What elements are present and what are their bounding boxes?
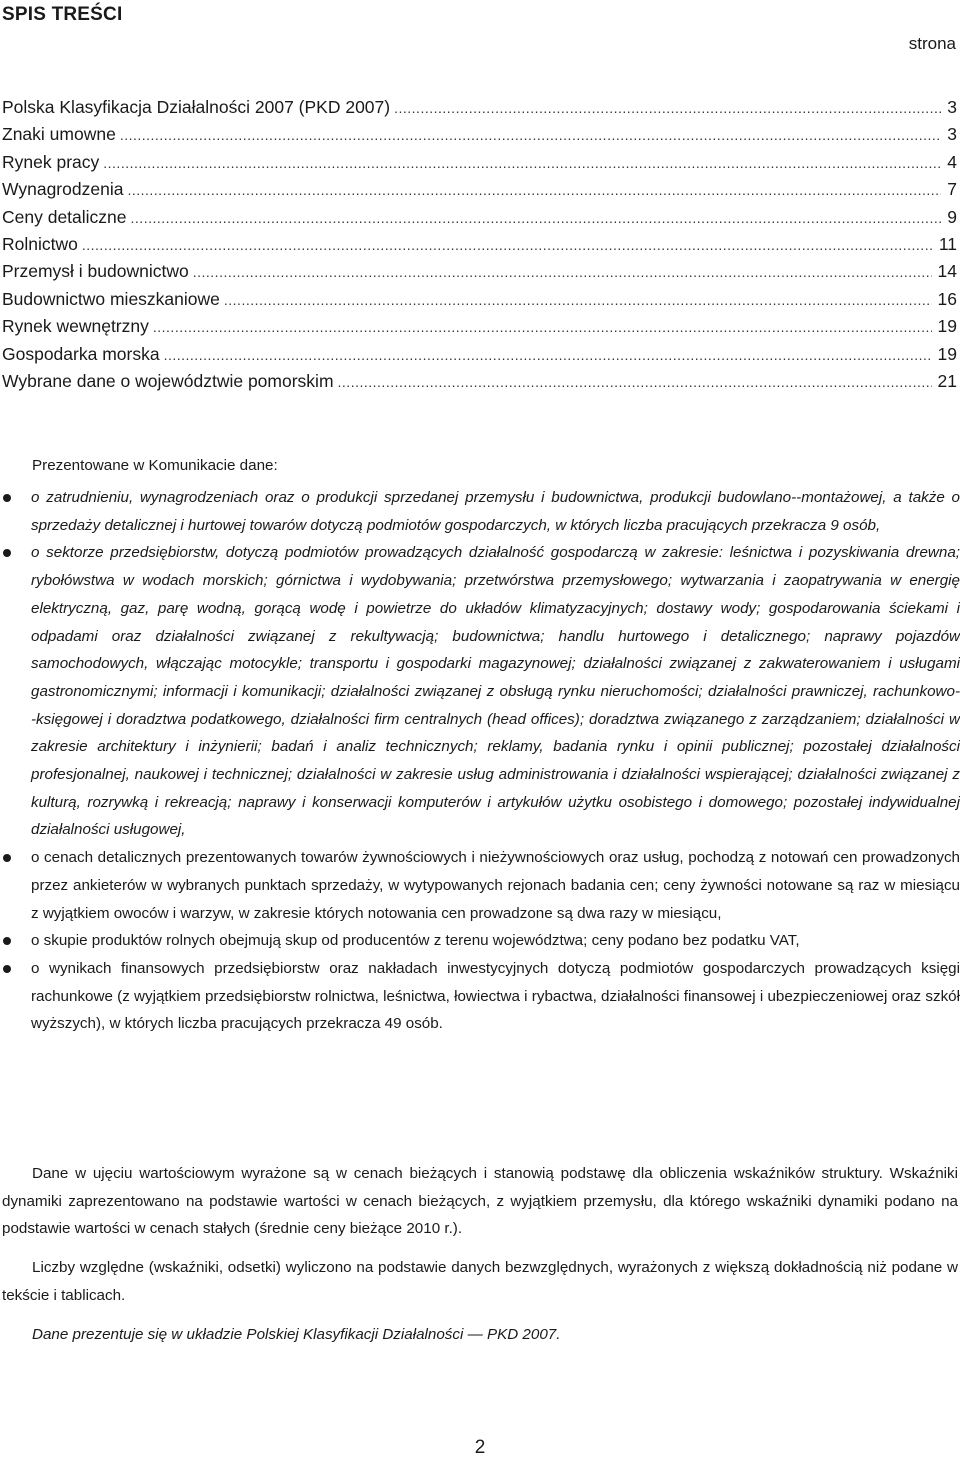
paragraph-relative-numbers-note: Liczby względne (wskaźniki, odsetki) wyliczono na podstawie danych bezwzględnych, wyrażonych z większą dokładnością niż podane w tekście i tablicach. <box>2 1259 958 1304</box>
data-scope-list <box>2 484 960 1038</box>
bullet-icon <box>3 854 11 862</box>
toc-entry-label: Budownictwo mieszkaniowe <box>2 288 220 309</box>
toc-entry-page: 3 <box>947 124 957 145</box>
toc-entry-label: Wybrane dane o województwie pomorskim <box>2 370 334 391</box>
toc-leader-dots <box>120 127 941 143</box>
toc-entry-label: Rynek pracy <box>2 151 100 172</box>
toc-entry-page: 7 <box>947 179 957 200</box>
toc-entry[interactable] <box>2 97 957 124</box>
toc-leader-dots <box>82 237 933 253</box>
toc-entry[interactable] <box>2 289 957 316</box>
toc-leader-dots <box>164 347 932 363</box>
paragraph-values-note: Dane w ujęciu wartościowym wyrażone są w cenach bieżących i stanowią podstawę dla obliczenia wskaźników struktury. Wskaźniki dynamiki zaprezentowano na podstawie wartości w cenach bieżących, z wyjątkiem przemysłu, dla którego wskaźniki dynamiki podano na podstawie wartości w cenach stałych (średnie ceny bieżące 2010 r.). <box>2 1165 958 1238</box>
toc-entry-label: Gospodarka morska <box>2 343 160 364</box>
bullet-icon <box>3 937 11 945</box>
toc-entry-page: 16 <box>937 288 957 309</box>
bullet-icon <box>3 549 11 557</box>
list-item-text: o skupie produktów rolnych obejmują skup od producentów z terenu województwa; ceny podano bez podatku VAT, <box>31 932 800 950</box>
list-item-text: o sektorze przedsiębiorstw, dotyczą podmiotów prowadzących działalność gospodarczą w zakresie: leśnictwa i pozyskiwania drewna; rybołówstwa w wodach morskich; górnictwa i wydobywania; przetwórstwa przemysłowego; wytwarzania i zaopatrywania w energię elektryczną, gaz, parę wodną, gorącą wodę i powietrze do układów klimatyzacyjnych; dostawy wody; gospodarowania ściekami i odpadami oraz działalności związanej z rekultywacją; budownictwa; handlu hurtowego i detalicznego; naprawy pojazdów samochodowych, włączając motocykle; transportu i gospodarki magazynowej; działalności związanej z zakwaterowaniem i usługami gastronomicznymi; informacji i komunikacji; działalności związanej z obsługą rynku nieruchomości; działalności prawniczej, rachunkowo-‑księgowej i doradztwa podatkowego, działalności firm centralnych (head offices); doradztwa związanego z zarządzaniem; działalności w zakresie architektury i inżynierii; badań i analiz technicznych; reklamy, badania rynku i opinii publicznej; pozostałej działalności profesjonalnej, naukowej i technicznej; działalności w zakresie usług administrowania i działalności wspierającej; działalności związanej z kulturą, rozrywką i rekreacją; naprawy i konserwacji komputerów i artykułów użytku osobistego i domowego; pozostałej indywidualnej działalności usługowej, <box>31 544 960 839</box>
toc-entry[interactable] <box>2 316 957 343</box>
toc-entry-label: Znaki umowne <box>2 124 116 145</box>
toc-entry-page: 14 <box>937 261 957 282</box>
toc-leader-dots <box>193 264 932 280</box>
toc-leader-dots <box>103 155 941 171</box>
toc-entry[interactable] <box>2 344 957 371</box>
toc-entry-page: 21 <box>937 370 957 391</box>
paragraph-classification-note: Dane prezentuje się w układzie Polskiej Klasyfikacji Działalności — PKD 2007. <box>32 1326 561 1343</box>
toc-leader-dots <box>127 182 941 198</box>
list-item <box>2 844 960 927</box>
list-item-text: o zatrudnieniu, wynagrodzeniach oraz o produkcji sprzedanej przemysłu i budownictwa, produkcji budowlano-‑montażowej, a także o sprzedaży detalicznej i hurtowej towarów dotyczą podmiotów gospodarczych, w których liczba pracujących przekracza 9 osób, <box>31 489 960 534</box>
list-item <box>2 927 960 955</box>
page-number: 2 <box>474 1437 486 1458</box>
bullet-icon <box>3 965 11 973</box>
toc-entry-page: 4 <box>947 151 957 172</box>
toc-leader-dots <box>338 374 932 390</box>
toc-entry-page: 9 <box>947 206 957 227</box>
page-title: SPIS TREŚCI <box>2 4 123 25</box>
toc-entry-page: 19 <box>937 316 957 337</box>
toc-entry[interactable] <box>2 371 957 398</box>
bullet-icon <box>3 494 11 502</box>
toc-entry-page: 19 <box>937 343 957 364</box>
list-item <box>2 955 960 1038</box>
list-item-text: o wynikach finansowych przedsiębiorstw oraz nakładach inwestycyjnych dotyczą podmiotów gospodarczych prowadzących księgi rachunkowe (z wyjątkiem przedsiębiorstw rolnictwa, leśnictwa, łowiectwa i rybactwa, działalności finansowej i ubezpieczeniowej oraz szkół wyższych), w których liczba pracujących przekracza 49 osób. <box>31 959 960 1033</box>
toc-entry-label: Wynagrodzenia <box>2 179 124 200</box>
toc-leader-dots <box>394 100 941 116</box>
toc-entry-page: 11 <box>938 233 957 254</box>
list-item-text: o cenach detalicznych prezentowanych towarów żywnościowych i nieżywnościowych oraz usług, pochodzą z notowań cen prowadzonych przez ankieterów w wybranych punktach sprzedaży, w wytypowanych rejonach badania cen; ceny żywności notowane są raz w miesiącu z wyjątkiem owoców i warzyw, w zakresie których notowania cen prowadzone są dwa razy w miesiącu, <box>31 849 960 922</box>
toc-entry[interactable] <box>2 179 957 206</box>
toc-entry[interactable] <box>2 234 957 261</box>
toc-entry[interactable] <box>2 207 957 234</box>
toc-entry[interactable] <box>2 152 957 179</box>
toc-entry-label: Rynek wewnętrzny <box>2 316 149 337</box>
table-of-contents <box>2 97 957 398</box>
data-scope-intro: Prezentowane w Komunikacie dane: <box>32 457 278 474</box>
toc-leader-dots <box>153 319 932 335</box>
toc-leader-dots <box>224 292 932 308</box>
toc-entry-label: Polska Klasyfikacja Działalności 2007 (PKD 2007) <box>2 97 391 117</box>
toc-leader-dots <box>131 210 942 226</box>
page-column-label: strona <box>908 34 956 53</box>
toc-entry[interactable] <box>2 261 957 288</box>
toc-entry-label: Rolnictwo <box>2 233 78 254</box>
toc-entry[interactable] <box>2 124 957 151</box>
toc-entry-label: Ceny detaliczne <box>2 206 127 227</box>
toc-entry-label: Przemysł i budownictwo <box>2 261 189 282</box>
list-item <box>2 484 960 539</box>
list-item <box>2 539 960 844</box>
toc-entry-page: 3 <box>947 97 957 117</box>
